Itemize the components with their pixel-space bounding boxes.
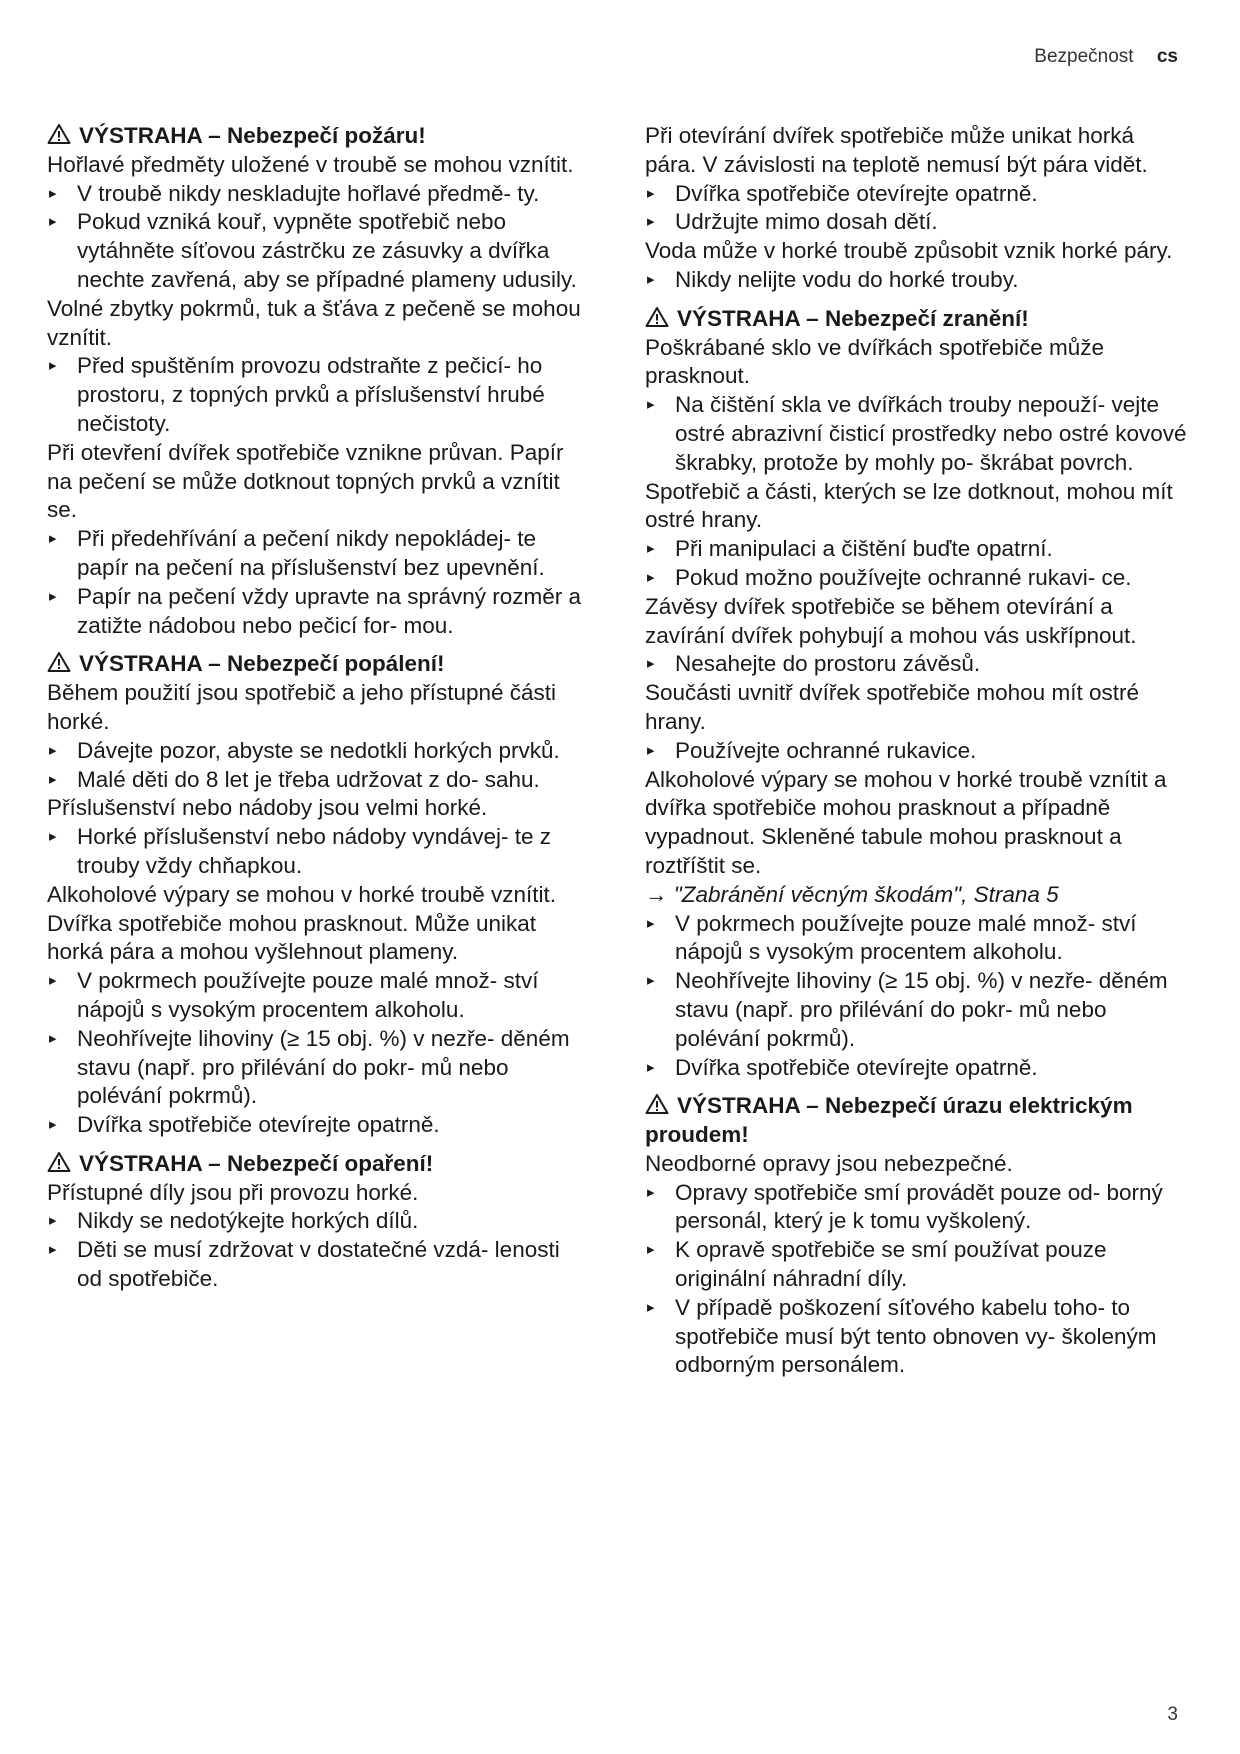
paragraph: Volné zbytky pokrmů, tuk a šťáva z pečeně se mohou vznítit.: [47, 295, 581, 350]
paragraph: Spotřebič a části, kterých se lze dotknout, mohou mít ostré hrany.: [645, 478, 1173, 533]
bullet-icon: ▸: [647, 655, 655, 673]
warning-heading-text: VÝSTRAHA – Nebezpečí opaření!: [79, 1150, 434, 1176]
bullet-icon: ▸: [647, 540, 655, 558]
bullet-icon: ▸: [49, 1116, 57, 1134]
paragraph: Součásti uvnitř dvířek spotřebiče mohou mít ostré hrany.: [645, 680, 1139, 734]
warning-heading: [645, 305, 1190, 334]
cross-reference[interactable]: → "Zabránění věcným škodám", Strana 5: [645, 881, 1059, 907]
list-item: [645, 266, 1190, 295]
list-item: [47, 967, 587, 1025]
list-item: [47, 352, 587, 438]
list-item-text: Neohřívejte lihoviny (≥ 15 obj. %) v nezře- děném stavu (např. pro přilévání do pokr- mů nebo polévání pokrmů).: [675, 968, 1168, 1051]
list-item-text: Při manipulaci a čištění buďte opatrní.: [675, 536, 1053, 562]
bullet-icon: ▸: [647, 914, 655, 932]
paragraph: Při otevření dvířek spotřebiče vznikne průvan. Papír na pečení se může dotknout topných prvků a vznítit se.: [47, 439, 564, 523]
warning-triangle-icon: [47, 123, 79, 145]
warning-heading: [47, 650, 587, 679]
paragraph: Během použití jsou spotřebič a jeho přístupné části horké.: [47, 680, 557, 734]
bullet-icon: ▸: [49, 828, 57, 846]
paragraph: Alkoholové výpary se mohou v horké troubě vznítit. Dvířka spotřebiče mohou prasknout. Může unikat horká pára a mohou vyšlehnout plameny.: [47, 881, 557, 965]
section-title: Bezpečnost: [1034, 46, 1134, 67]
list-item: [47, 525, 587, 583]
paragraph: Závěsy dvířek spotřebiče se během otevírání a zavírání dvířek pohybují a mohou vás uskřípnout.: [645, 593, 1137, 648]
bullet-list: [645, 266, 1190, 295]
list-item: [645, 650, 1190, 679]
paragraph: Při otevírání dvířek spotřebiče může unikat horká pára. V závislosti na teplotě nemusí být pára vidět.: [645, 123, 1148, 177]
list-item: [645, 208, 1190, 237]
warning-heading-text: VÝSTRAHA – Nebezpečí požáru!: [79, 123, 426, 148]
list-item: [645, 1294, 1190, 1380]
list-item-text: Používejte ochranné rukavice.: [675, 737, 977, 763]
bullet-icon: ▸: [647, 396, 655, 414]
bullet-icon: ▸: [647, 568, 655, 586]
warning-heading-text: VÝSTRAHA – Nebezpečí úrazu elektrickým proudem!: [645, 1093, 1133, 1148]
warning-heading-text: VÝSTRAHA – Nebezpečí zranění!: [677, 305, 1029, 331]
list-item-text: Nikdy se nedotýkejte horkých dílů.: [77, 1208, 419, 1234]
list-item: [47, 180, 587, 209]
list-item-text: V pokrmech používejte pouze malé množ- ství nápojů s vysokým procentem alkoholu.: [77, 968, 539, 1022]
list-item: [645, 564, 1190, 593]
warning-triangle-icon: [47, 651, 79, 673]
bullet-list: [645, 650, 1190, 679]
warning-heading-text: VÝSTRAHA – Nebezpečí popálení!: [79, 651, 445, 677]
list-item-text: Dávejte pozor, abyste se nedotkli horkých prvků.: [77, 737, 560, 763]
left-column: [47, 122, 587, 1294]
bullet-icon: ▸: [647, 972, 655, 990]
list-item: [645, 391, 1190, 477]
list-item: [47, 583, 587, 641]
list-item-text: Pokud možno používejte ochranné rukavi- ce.: [675, 564, 1132, 590]
warning-heading: [47, 1150, 587, 1179]
list-item-text: Pokud vzniká kouř, vypněte spotřebič nebo vytáhněte síťovou zástrčku ze zásuvky a dvířka nechte zavřená, aby se případné plameny udusily.: [77, 209, 577, 292]
paragraph: Alkoholové výpary se mohou v horké troubě vznítit a dvířka spotřebiče mohou prasknout a případně vypadnout. Skleněné tabule mohou prasknout a roztříštit se.: [645, 766, 1167, 878]
bullet-list: [645, 391, 1190, 477]
list-item: [47, 1025, 587, 1111]
paragraph: Hořlavé předměty uložené v troubě se mohou vznítit.: [47, 151, 574, 177]
warning-triangle-icon: [645, 306, 677, 328]
paragraph: Voda může v horké troubě způsobit vznik horké páry.: [645, 238, 1173, 264]
page-header: [1034, 46, 1178, 68]
list-item-text: Opravy spotřebiče smí provádět pouze od- borný personál, který je k tomu vyškolený.: [675, 1179, 1163, 1234]
list-item-text: Malé děti do 8 let je třeba udržovat z do- sahu.: [77, 766, 540, 792]
list-item: [47, 1207, 587, 1236]
list-item: [47, 208, 587, 294]
bullet-list: [645, 910, 1190, 1083]
list-item-text: Udržujte mimo dosah dětí.: [675, 209, 938, 235]
list-item-text: Nesahejte do prostoru závěsů.: [675, 651, 981, 677]
bullet-list: [645, 180, 1190, 238]
bullet-icon: ▸: [647, 270, 655, 288]
list-item-text: V případě poškození síťového kabelu toho- to spotřebiče musí být tento obnoven vy- školeným odborným personálem.: [675, 1294, 1157, 1378]
bullet-list: [645, 737, 1190, 766]
list-item-text: Horké příslušenství nebo nádoby vyndávej- te z trouby vždy chňapkou.: [77, 824, 552, 878]
list-item: [645, 1179, 1190, 1237]
warning-heading: [47, 122, 587, 151]
bullet-list: [47, 180, 587, 295]
bullet-icon: ▸: [49, 741, 57, 759]
page-number: 3: [1167, 1704, 1178, 1725]
bullet-list: [47, 1207, 587, 1293]
bullet-list: [47, 967, 587, 1140]
list-item: [47, 737, 587, 766]
list-item: [47, 1236, 587, 1294]
list-item: [645, 535, 1190, 564]
bullet-icon: ▸: [49, 587, 57, 605]
list-item-text: Dvířka spotřebiče otevírejte opatrně.: [675, 180, 1038, 206]
list-item: [645, 1236, 1190, 1294]
list-item-text: Papír na pečení vždy upravte na správný rozměr a zatižte nádobou nebo pečicí for- mou.: [77, 583, 582, 638]
warning-heading: [645, 1092, 1190, 1150]
paragraph: Neodborné opravy jsou nebezpečné.: [645, 1150, 1013, 1176]
bullet-icon: ▸: [647, 1183, 655, 1201]
bullet-list: [645, 535, 1190, 593]
list-item-text: Nikdy nelijte vodu do horké trouby.: [675, 266, 1019, 292]
warning-triangle-icon: [47, 1151, 79, 1173]
list-item: [645, 180, 1190, 209]
paragraph: Poškrábané sklo ve dvířkách spotřebiče může prasknout.: [645, 334, 1104, 389]
bullet-icon: ▸: [647, 741, 655, 759]
bullet-icon: ▸: [49, 530, 57, 548]
bullet-icon: ▸: [647, 1058, 655, 1076]
list-item: [645, 737, 1190, 766]
bullet-icon: ▸: [49, 972, 57, 990]
bullet-icon: ▸: [647, 184, 655, 202]
right-column: [645, 122, 1190, 1380]
paragraph: Příslušenství nebo nádoby jsou velmi horké.: [47, 795, 488, 821]
bullet-icon: ▸: [49, 1241, 57, 1259]
list-item-text: Dvířka spotřebiče otevírejte opatrně.: [675, 1054, 1038, 1080]
list-item-text: K opravě spotřebiče se smí používat pouze originální náhradní díly.: [675, 1237, 1107, 1292]
bullet-list: [47, 352, 587, 438]
list-item-text: V pokrmech používejte pouze malé množ- ství nápojů s vysokým procentem alkoholu.: [675, 910, 1137, 965]
bullet-icon: ▸: [49, 1212, 57, 1230]
bullet-icon: ▸: [49, 184, 57, 202]
bullet-icon: ▸: [49, 1029, 57, 1047]
paragraph: Přístupné díly jsou při provozu horké.: [47, 1179, 419, 1205]
bullet-list: [645, 1179, 1190, 1381]
language-code: cs: [1156, 46, 1178, 67]
bullet-icon: ▸: [647, 1241, 655, 1259]
list-item: [47, 823, 587, 881]
list-item-text: Na čištění skla ve dvířkách trouby nepouží- vejte ostré abrazivní čisticí prostředky nebo ostré kovové škrabky, protože by mohly po- škrábat povrch.: [675, 392, 1187, 475]
list-item: [645, 1054, 1190, 1083]
list-item-text: Neohřívejte lihoviny (≥ 15 obj. %) v nezře- děném stavu (např. pro přilévání do pokr- mů nebo polévání pokrmů).: [77, 1025, 570, 1109]
list-item-text: V troubě nikdy neskladujte hořlavé předmě- ty.: [77, 180, 540, 206]
bullet-icon: ▸: [49, 357, 57, 375]
bullet-list: [47, 525, 587, 640]
list-item-text: Před spuštěním provozu odstraňte z pečicí- ho prostoru, z topných prvků a příslušenství hrubé nečistoty.: [77, 353, 545, 436]
bullet-list: [47, 737, 587, 795]
warning-triangle-icon: [645, 1093, 677, 1115]
bullet-icon: ▸: [647, 213, 655, 231]
list-item: [47, 766, 587, 795]
bullet-list: [47, 823, 587, 881]
list-item: [47, 1111, 587, 1140]
list-item: [645, 910, 1190, 968]
list-item-text: Děti se musí zdržovat v dostatečné vzdá- lenosti od spotřebiče.: [77, 1237, 560, 1292]
bullet-icon: ▸: [647, 1298, 655, 1316]
list-item-text: Dvířka spotřebiče otevírejte opatrně.: [77, 1112, 440, 1138]
bullet-icon: ▸: [49, 770, 57, 788]
bullet-icon: ▸: [49, 213, 57, 231]
list-item-text: Při předehřívání a pečení nikdy nepokládej- te papír na pečení na příslušenství bez upevnění.: [77, 526, 545, 580]
list-item: [645, 967, 1190, 1053]
